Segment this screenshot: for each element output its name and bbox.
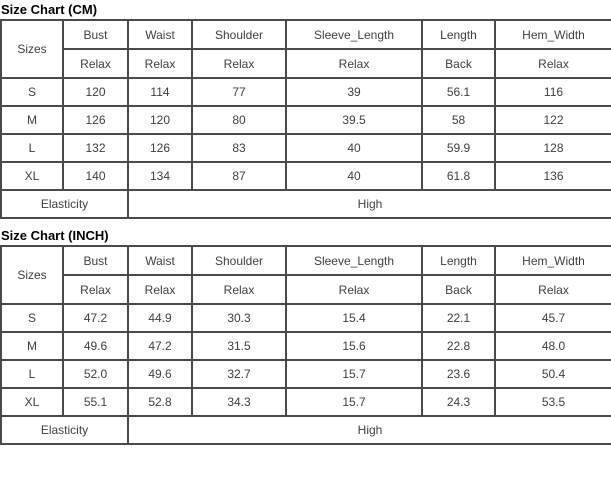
measurement-value-cell: 49.6	[63, 332, 128, 360]
size-chart-cm-table	[0, 19, 611, 219]
column-header-cell: Hem_Width	[495, 20, 611, 49]
measure-type-cell: Relax	[192, 275, 286, 304]
measure-type-cell: Relax	[495, 275, 611, 304]
measurement-value-cell: 87	[192, 162, 286, 190]
header-row	[1, 246, 611, 275]
sizes-header-cell: Sizes	[1, 246, 63, 304]
column-header-cell: Hem_Width	[495, 246, 611, 275]
measurement-value-cell: 24.3	[422, 388, 495, 416]
measure-type-cell: Relax	[128, 275, 192, 304]
measurement-value-cell: 50.4	[495, 360, 611, 388]
size-row	[1, 134, 611, 162]
measure-type-cell: Relax	[286, 49, 422, 78]
column-header-cell: Length	[422, 246, 495, 275]
measurement-value-cell: 83	[192, 134, 286, 162]
measurement-value-cell: 32.7	[192, 360, 286, 388]
measurement-value-cell: 122	[495, 106, 611, 134]
column-header-cell: Shoulder	[192, 246, 286, 275]
subheader-row	[1, 275, 611, 304]
sizes-header-cell: Sizes	[1, 20, 63, 78]
column-header-cell: Bust	[63, 20, 128, 49]
measurement-value-cell: 44.9	[128, 304, 192, 332]
measurement-value-cell: 31.5	[192, 332, 286, 360]
size-label-cell: S	[1, 78, 63, 106]
measurement-value-cell: 40	[286, 134, 422, 162]
size-label-cell: XL	[1, 162, 63, 190]
elasticity-label-cell: Elasticity	[1, 190, 128, 218]
measurement-value-cell: 61.8	[422, 162, 495, 190]
measure-type-cell: Back	[422, 49, 495, 78]
measure-type-cell: Relax	[495, 49, 611, 78]
measurement-value-cell: 120	[128, 106, 192, 134]
column-header-cell: Sleeve_Length	[286, 20, 422, 49]
measurement-value-cell: 45.7	[495, 304, 611, 332]
size-row	[1, 162, 611, 190]
size-chart-inch-title: Size Chart (INCH)	[1, 228, 109, 243]
measurement-value-cell: 15.6	[286, 332, 422, 360]
elasticity-value-cell: High	[128, 416, 611, 444]
column-header-cell: Bust	[63, 246, 128, 275]
measurement-value-cell: 22.8	[422, 332, 495, 360]
measurement-value-cell: 126	[63, 106, 128, 134]
measurement-value-cell: 114	[128, 78, 192, 106]
size-row	[1, 360, 611, 388]
measurement-value-cell: 39	[286, 78, 422, 106]
measurement-value-cell: 134	[128, 162, 192, 190]
elasticity-row	[1, 416, 611, 444]
size-row	[1, 106, 611, 134]
elasticity-label-cell: Elasticity	[1, 416, 128, 444]
measurement-value-cell: 56.1	[422, 78, 495, 106]
column-header-cell: Sleeve_Length	[286, 246, 422, 275]
size-label-cell: L	[1, 360, 63, 388]
measurement-value-cell: 34.3	[192, 388, 286, 416]
measurement-value-cell: 15.4	[286, 304, 422, 332]
measurement-value-cell: 136	[495, 162, 611, 190]
measurement-value-cell: 120	[63, 78, 128, 106]
elasticity-value-cell: High	[128, 190, 611, 218]
subheader-row	[1, 49, 611, 78]
size-chart-cm-title: Size Chart (CM)	[1, 2, 98, 17]
measurement-value-cell: 80	[192, 106, 286, 134]
size-label-cell: M	[1, 332, 63, 360]
measurement-value-cell: 55.1	[63, 388, 128, 416]
measurement-value-cell: 132	[63, 134, 128, 162]
measurement-value-cell: 48.0	[495, 332, 611, 360]
measurement-value-cell: 47.2	[128, 332, 192, 360]
measurement-value-cell: 116	[495, 78, 611, 106]
measurement-value-cell: 77	[192, 78, 286, 106]
measure-type-cell: Relax	[128, 49, 192, 78]
size-chart-cm-section	[0, 0, 611, 219]
measurement-value-cell: 40	[286, 162, 422, 190]
measurement-value-cell: 23.6	[422, 360, 495, 388]
measurement-value-cell: 59.9	[422, 134, 495, 162]
measurement-value-cell: 15.7	[286, 388, 422, 416]
measure-type-cell: Back	[422, 275, 495, 304]
header-row	[1, 20, 611, 49]
measurement-value-cell: 39.5	[286, 106, 422, 134]
measurement-value-cell: 140	[63, 162, 128, 190]
measurement-value-cell: 128	[495, 134, 611, 162]
measurement-value-cell: 53.5	[495, 388, 611, 416]
size-row	[1, 388, 611, 416]
size-chart-inch-section	[0, 226, 611, 445]
measure-type-cell: Relax	[63, 49, 128, 78]
column-header-cell: Waist	[128, 246, 192, 275]
measure-type-cell: Relax	[192, 49, 286, 78]
measurement-value-cell: 22.1	[422, 304, 495, 332]
column-header-cell: Waist	[128, 20, 192, 49]
size-row	[1, 304, 611, 332]
size-label-cell: S	[1, 304, 63, 332]
size-label-cell: L	[1, 134, 63, 162]
measure-type-cell: Relax	[63, 275, 128, 304]
measurement-value-cell: 58	[422, 106, 495, 134]
size-chart-inch-table	[0, 245, 611, 445]
size-label-cell: M	[1, 106, 63, 134]
measure-type-cell: Relax	[286, 275, 422, 304]
column-header-cell: Shoulder	[192, 20, 286, 49]
measurement-value-cell: 30.3	[192, 304, 286, 332]
elasticity-row	[1, 190, 611, 218]
measurement-value-cell: 126	[128, 134, 192, 162]
measurement-value-cell: 47.2	[63, 304, 128, 332]
measurement-value-cell: 52.0	[63, 360, 128, 388]
size-row	[1, 332, 611, 360]
size-row	[1, 78, 611, 106]
measurement-value-cell: 15.7	[286, 360, 422, 388]
measurement-value-cell: 52.8	[128, 388, 192, 416]
measurement-value-cell: 49.6	[128, 360, 192, 388]
column-header-cell: Length	[422, 20, 495, 49]
size-label-cell: XL	[1, 388, 63, 416]
